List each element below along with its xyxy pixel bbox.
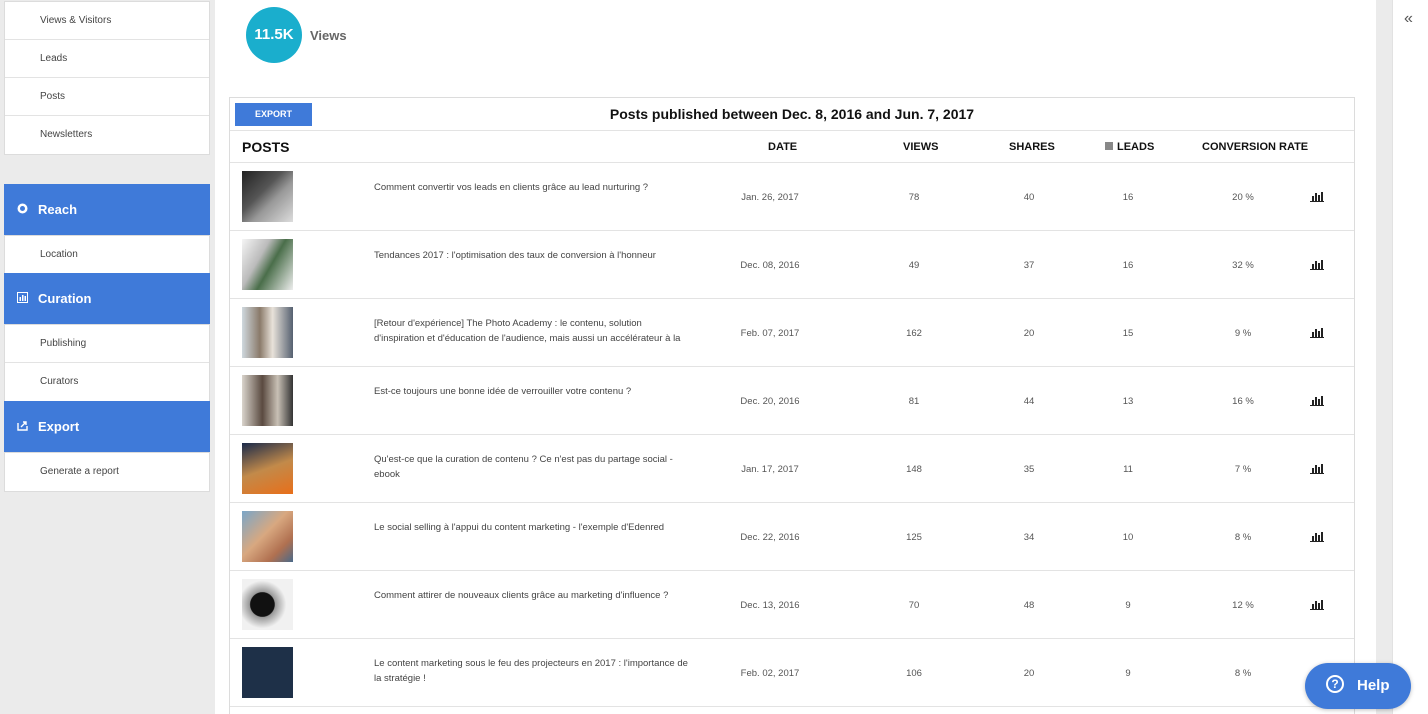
post-conversion-rate: 7 %: [1234, 464, 1252, 475]
post-thumbnail[interactable]: [242, 239, 293, 290]
post-title-link[interactable]: Tendances 2017 : l'optimisation des taux de conversion à l'honneur: [374, 250, 656, 261]
sidebar-section-reach[interactable]: [4, 184, 210, 235]
column-header-leads-label: LEADS: [1117, 141, 1155, 153]
post-shares: 35: [1023, 464, 1035, 475]
post-thumbnail[interactable]: [242, 511, 293, 562]
post-title-link[interactable]: [Retour d'expérience] The Photo Academy : le contenu, solution d'inspiration et d'éducation de l'audience, mais aussi un accélérateur à la: [374, 318, 681, 344]
right-rail: [1392, 0, 1428, 714]
post-views: 125: [906, 532, 922, 543]
post-views: 106: [906, 668, 922, 679]
sidebar-section-export[interactable]: [4, 401, 210, 452]
post-shares: 20: [1023, 328, 1035, 339]
sidebar-item-curators[interactable]: Curators: [40, 376, 79, 387]
sidebar-section-label: Curation: [38, 291, 92, 306]
post-leads: 13: [1122, 396, 1134, 407]
post-thumbnail[interactable]: [242, 171, 293, 222]
sidebar-item-generate-report[interactable]: Generate a report: [40, 466, 119, 477]
column-header-date[interactable]: DATE: [768, 141, 798, 153]
post-date: Jan. 26, 2017: [741, 192, 799, 203]
sort-icon: [1105, 142, 1113, 150]
column-header-posts: POSTS: [242, 139, 290, 155]
stats-chart-icon[interactable]: [1310, 395, 1324, 406]
post-shares: 40: [1023, 192, 1035, 203]
post-leads: 9: [1125, 668, 1131, 679]
post-title-link[interactable]: Est-ce toujours une bonne idée de verrouiller votre contenu ?: [374, 386, 632, 397]
sidebar-item-views-visitors[interactable]: Views & Visitors: [5, 2, 209, 40]
post-conversion-rate: 8 %: [1234, 668, 1252, 679]
target-icon: [17, 203, 28, 214]
post-shares: 34: [1023, 532, 1035, 543]
question-icon: ?: [1326, 675, 1344, 693]
sidebar-item-newsletters[interactable]: Newsletters: [40, 129, 93, 140]
post-shares: 37: [1023, 260, 1035, 271]
post-title-link[interactable]: Qu'est-ce que la curation de contenu ? Ce n'est pas du partage social - ebook: [374, 454, 673, 480]
sidebar-section-label: Reach: [38, 202, 78, 217]
post-leads: 9: [1125, 600, 1131, 611]
post-views: 49: [908, 260, 920, 271]
post-shares: 44: [1023, 396, 1035, 407]
share-icon: [17, 420, 28, 431]
table-row: [230, 163, 1354, 231]
post-shares: 48: [1023, 600, 1035, 611]
post-title-link[interactable]: Comment attirer de nouveaux clients grâce au marketing d'influence ?: [374, 590, 669, 601]
sidebar-item-publishing[interactable]: Publishing: [5, 325, 209, 363]
post-thumbnail[interactable]: [242, 307, 293, 358]
post-date: Feb. 02, 2017: [740, 668, 800, 679]
post-leads: 11: [1123, 464, 1133, 475]
column-header-leads[interactable]: [1105, 141, 1154, 153]
sidebar-section-curation[interactable]: [4, 273, 210, 324]
export-menu: [4, 452, 210, 492]
post-views: 70: [908, 600, 920, 611]
post-conversion-rate: 8 %: [1234, 532, 1252, 543]
posts-table: [229, 97, 1355, 714]
post-views: 81: [908, 396, 920, 407]
post-conversion-rate: 16 %: [1232, 396, 1254, 407]
reach-menu: [4, 235, 210, 275]
sidebar-item-leads[interactable]: Leads: [5, 40, 209, 78]
views-total-badge: 11.5K: [246, 7, 302, 63]
post-views: 78: [908, 192, 920, 203]
sidebar: [0, 0, 210, 714]
views-total-label: Views: [310, 28, 347, 43]
post-title-link[interactable]: Le content marketing sous le feu des projecteurs en 2017 : l'importance de la stratégie !: [374, 658, 688, 684]
right-gutter: [1376, 0, 1392, 714]
help-button[interactable]: [1305, 663, 1411, 709]
post-title-link[interactable]: Le social selling à l'appui du content marketing - l'exemple d'Edenred: [374, 522, 665, 533]
post-date: Jan. 17, 2017: [741, 464, 799, 475]
post-views: 162: [906, 328, 922, 339]
stats-chart-icon[interactable]: [1310, 531, 1324, 542]
post-conversion-rate: 9 %: [1234, 328, 1252, 339]
table-row: [230, 503, 1354, 571]
post-date: Dec. 08, 2016: [740, 260, 800, 271]
post-date: Dec. 20, 2016: [740, 396, 800, 407]
post-thumbnail[interactable]: [242, 647, 293, 698]
table-row: [230, 639, 1354, 707]
collapse-panel-icon[interactable]: «: [1404, 10, 1413, 27]
sidebar-section-label: Export: [38, 419, 80, 434]
stats-chart-icon[interactable]: [1310, 191, 1324, 202]
export-button[interactable]: EXPORT: [235, 103, 312, 126]
column-header-shares[interactable]: SHARES: [1009, 141, 1055, 153]
table-row: [230, 435, 1354, 503]
post-leads: 10: [1122, 532, 1134, 543]
post-leads: 16: [1122, 192, 1134, 203]
post-shares: 20: [1023, 668, 1035, 679]
table-row: [230, 231, 1354, 299]
post-leads: 15: [1122, 328, 1134, 339]
stats-chart-icon[interactable]: [1310, 327, 1324, 338]
table-title: Posts published between Dec. 8, 2016 and Jun. 7, 2017: [609, 106, 975, 122]
curation-menu: [4, 324, 210, 402]
post-date: Feb. 07, 2017: [740, 328, 800, 339]
sidebar-item-posts[interactable]: Posts: [5, 78, 209, 116]
post-thumbnail[interactable]: [242, 375, 293, 426]
column-header-conversion-rate[interactable]: CONVERSION RATE: [1202, 141, 1309, 153]
chart-icon: [17, 292, 28, 303]
stats-chart-icon[interactable]: [1310, 599, 1324, 610]
post-conversion-rate: 32 %: [1232, 260, 1254, 271]
post-conversion-rate: 20 %: [1232, 192, 1254, 203]
post-views: 148: [906, 464, 922, 475]
post-date: Dec. 22, 2016: [740, 532, 800, 543]
table-row: [230, 299, 1354, 367]
post-thumbnail[interactable]: [242, 579, 293, 630]
table-row: [230, 571, 1354, 639]
post-leads: 16: [1122, 260, 1134, 271]
table-row: [230, 367, 1354, 435]
column-header-views[interactable]: VIEWS: [903, 141, 939, 153]
stats-menu: [4, 1, 210, 155]
help-button-label: Help: [1357, 677, 1390, 694]
post-conversion-rate: 12 %: [1232, 600, 1254, 611]
post-date: Dec. 13, 2016: [740, 600, 800, 611]
stats-chart-icon[interactable]: [1310, 463, 1324, 474]
sidebar-item-location[interactable]: Location: [40, 249, 78, 260]
post-title-link[interactable]: Comment convertir vos leads en clients grâce au lead nurturing ?: [374, 182, 649, 193]
stats-chart-icon[interactable]: [1310, 259, 1324, 270]
post-thumbnail[interactable]: [242, 443, 293, 494]
table-header: [230, 130, 1354, 163]
